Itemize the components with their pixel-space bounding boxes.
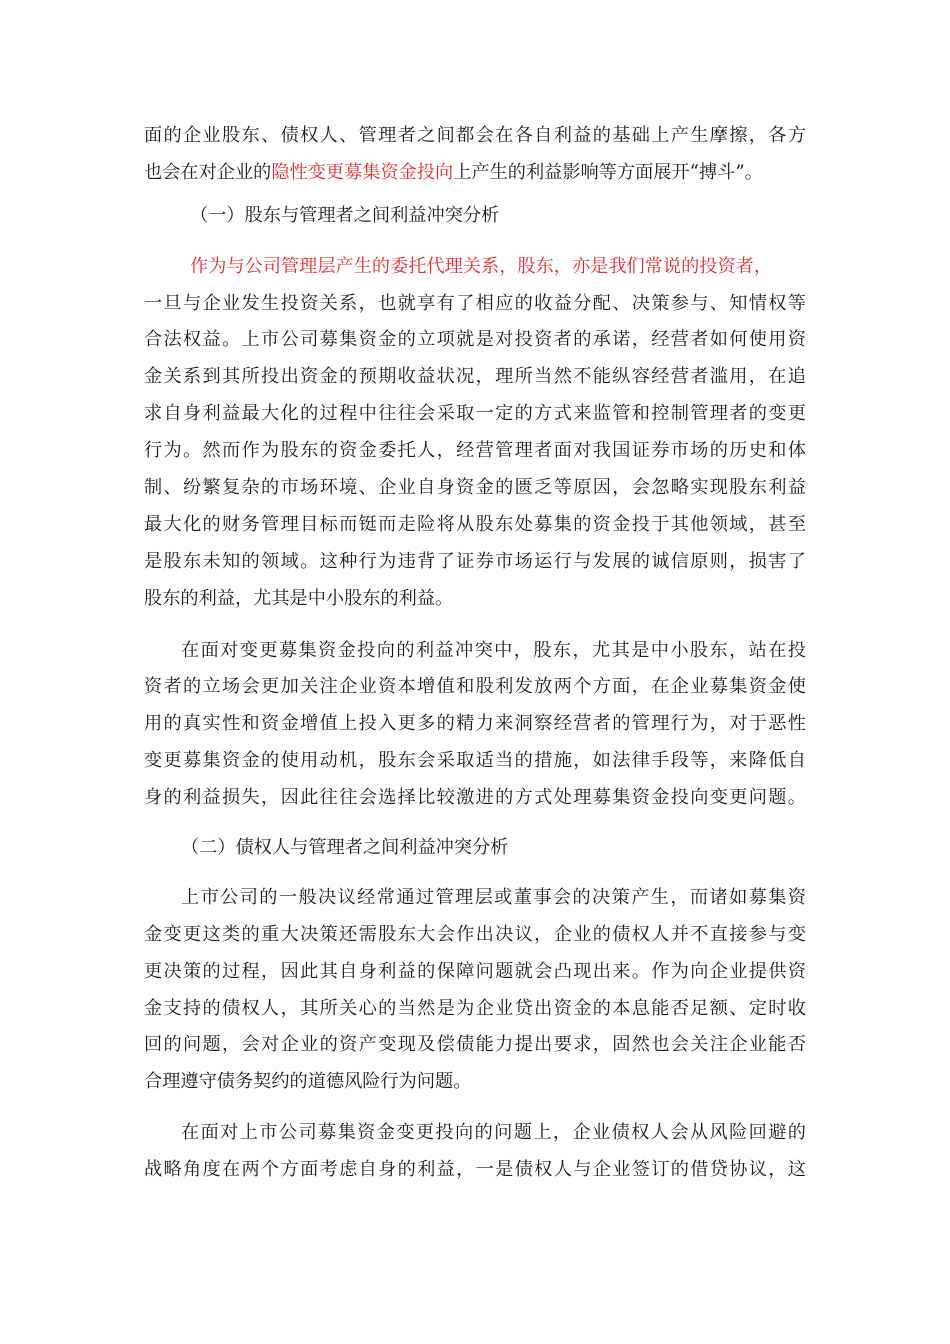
- text-line: 身的利益损失，因此往往会选择比较激进的方式处理募集资金投向变更问题。: [144, 787, 806, 809]
- text-line: 上市公司的一般决议经常通过管理层或董事会的决策产生，而诸如募集资: [181, 886, 806, 908]
- text-line: 金关系到其所投出资金的预期收益状况，理所当然不能纵容经营者滥用，在追: [144, 366, 806, 388]
- text-line: [144, 155, 806, 192]
- paragraph-conflict: [144, 633, 806, 817]
- text-line: 资者的立场会更加关注企业资本增值和股利发放两个方面，在企业募集资金使: [144, 676, 806, 698]
- text-line: 金支持的债权人，其所关心的当然是为企业贷出资金的本息能否足额、定时收: [144, 997, 806, 1019]
- text-run: 上产生的利益影响等方面展开“搏斗”。: [453, 161, 763, 183]
- text-line: 用的真实性和资金增值上投入更多的精力来洞察经营者的管理行为，对于恶性: [144, 713, 806, 735]
- paragraph-intro: [144, 118, 806, 192]
- text-line: 最大化的财务管理目标而铤而走险将从股东处募集的资金投于其他领域，甚至: [144, 513, 806, 535]
- text-run: 也会在对企业的: [144, 161, 272, 183]
- document-page: [144, 118, 806, 1189]
- text-line: 股东的利益，尤其是中小股东的利益。: [144, 587, 454, 609]
- text-line: 回的问题，会对企业的资产变现及偿债能力提出要求，固然也会关注企业能否: [144, 1034, 806, 1056]
- text-line: 行为。然而作为股东的资金委托人，经营管理者面对我国证券市场的历史和体: [144, 440, 806, 462]
- paragraph-shareholders: [144, 249, 806, 618]
- text-line: 在面对变更募集资金投向的利益冲突中，股东，尤其是中小股东，站在投: [181, 639, 806, 661]
- text-line: 合理遵守债务契约的道德风险行为问题。: [144, 1071, 472, 1093]
- highlighted-line: 作为与公司管理层产生的委托代理关系，股东，亦是我们常说的投资者，: [190, 255, 773, 277]
- text-line: 合法权益。上市公司募集资金的立项就是对投资者的承诺，经营者如何使用资: [144, 329, 806, 351]
- paragraph-creditors: [144, 880, 806, 1101]
- highlighted-term: 隐性变更募集资金投向: [271, 161, 454, 183]
- text-line: 变更募集资金的使用动机，股东会采取适当的措施，如法律手段等，来降低自: [144, 750, 806, 772]
- text-line: 金变更这类的重大决策还需股东大会作出决议，企业的债权人并不直接参与变: [144, 923, 806, 945]
- text-line: 制、纷繁复杂的市场环境、企业自身资金的匮乏等原因，会忽略实现股东利益: [144, 477, 806, 499]
- text-line: 战略角度在两个方面考虑自身的利益，一是债权人与企业签订的借贷协议，这: [144, 1159, 806, 1181]
- paragraph-creditor-strategy: [144, 1115, 806, 1189]
- text-line: 求自身利益最大化的过程中往往会采取一定的方式来监管和控制管理者的变更: [144, 403, 806, 425]
- text-line: 在面对上市公司募集资金变更投向的问题上，企业债权人会从风险回避的: [181, 1122, 806, 1144]
- text-line: 是股东未知的领域。这种行为违背了证券市场运行与发展的诚信原则，损害了: [144, 550, 806, 572]
- text-line: 面的企业股东、债权人、管理者之间都会在各自利益的基础上产生摩擦，各方: [144, 125, 806, 146]
- section-heading-2: （二）债权人与管理者之间利益冲突分析: [181, 837, 509, 859]
- text-line: 一旦与企业发生投资关系，也就享有了相应的收益分配、决策参与、知情权等: [144, 292, 806, 314]
- section-heading-1: （一）股东与管理者之间利益冲突分析: [190, 204, 500, 226]
- text-line: 更决策的过程，因此其自身利益的保障问题就会凸现出来。作为向企业提供资: [144, 960, 806, 982]
